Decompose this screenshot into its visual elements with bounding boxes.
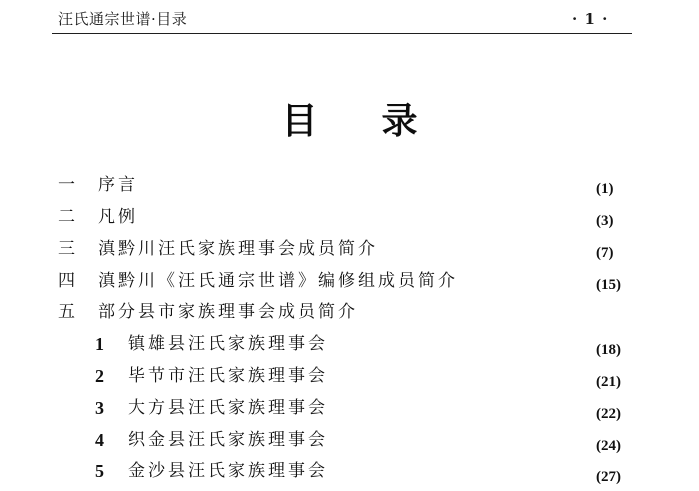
toc-subentry-page: (27) bbox=[596, 469, 621, 485]
toc-subentry-2 bbox=[0, 362, 699, 390]
toc-entry-label: 凡例 bbox=[98, 207, 138, 227]
toc-subentry-label: 金沙县汪氏家族理事会 bbox=[128, 461, 328, 481]
toc-entry-5 bbox=[0, 298, 699, 326]
toc-entry-page: (7) bbox=[596, 245, 614, 261]
toc-entry-number: 五 bbox=[58, 302, 77, 322]
toc-subentry-label: 织金县汪氏家族理事会 bbox=[128, 430, 328, 450]
toc-entry-label: 滇黔川汪氏家族理事会成员简介 bbox=[98, 239, 378, 259]
toc-subentry-number: 4 bbox=[95, 430, 106, 450]
toc-entry-label: 滇黔川《汪氏通宗世谱》编修组成员简介 bbox=[98, 271, 458, 291]
toc-subentry-5 bbox=[0, 457, 699, 485]
toc-subentry-label: 毕节市汪氏家族理事会 bbox=[128, 366, 328, 386]
toc-subentry-page: (22) bbox=[596, 406, 621, 422]
toc-subentry-number: 5 bbox=[95, 461, 106, 481]
page-number: · 1 · bbox=[572, 10, 609, 28]
toc-subentry-4 bbox=[0, 426, 699, 454]
toc-entry-4 bbox=[0, 267, 699, 295]
toc-entry-1 bbox=[0, 171, 699, 199]
toc-entry-label: 部分县市家族理事会成员简介 bbox=[98, 302, 358, 322]
toc-entry-3 bbox=[0, 235, 699, 263]
toc-subentry-number: 2 bbox=[95, 366, 106, 386]
toc-subentry-number: 1 bbox=[95, 334, 106, 354]
toc-subentry-page: (18) bbox=[596, 342, 621, 358]
toc-entry-page: (1) bbox=[596, 181, 614, 197]
toc-entry-number: 一 bbox=[58, 175, 77, 195]
toc-entry-number: 二 bbox=[58, 207, 77, 227]
toc-entry-2 bbox=[0, 203, 699, 231]
toc-title: 目录 bbox=[281, 101, 482, 142]
toc-subentry-1 bbox=[0, 330, 699, 358]
toc-entry-number: 三 bbox=[58, 239, 77, 259]
toc-entry-page: (15) bbox=[596, 277, 621, 293]
toc-subentry-number: 3 bbox=[95, 398, 106, 418]
toc-entry-number: 四 bbox=[58, 271, 77, 291]
running-head-title: 汪氏通宗世谱·目录 bbox=[58, 10, 188, 28]
toc-subentry-page: (24) bbox=[596, 438, 621, 454]
toc-subentry-3 bbox=[0, 394, 699, 422]
header-rule bbox=[52, 33, 632, 34]
toc-subentry-page: (21) bbox=[596, 374, 621, 390]
toc-subentry-label: 大方县汪氏家族理事会 bbox=[128, 398, 328, 418]
toc-entry-label: 序言 bbox=[98, 175, 138, 195]
toc-entry-page: (3) bbox=[596, 213, 614, 229]
toc-subentry-label: 镇雄县汪氏家族理事会 bbox=[128, 334, 328, 354]
